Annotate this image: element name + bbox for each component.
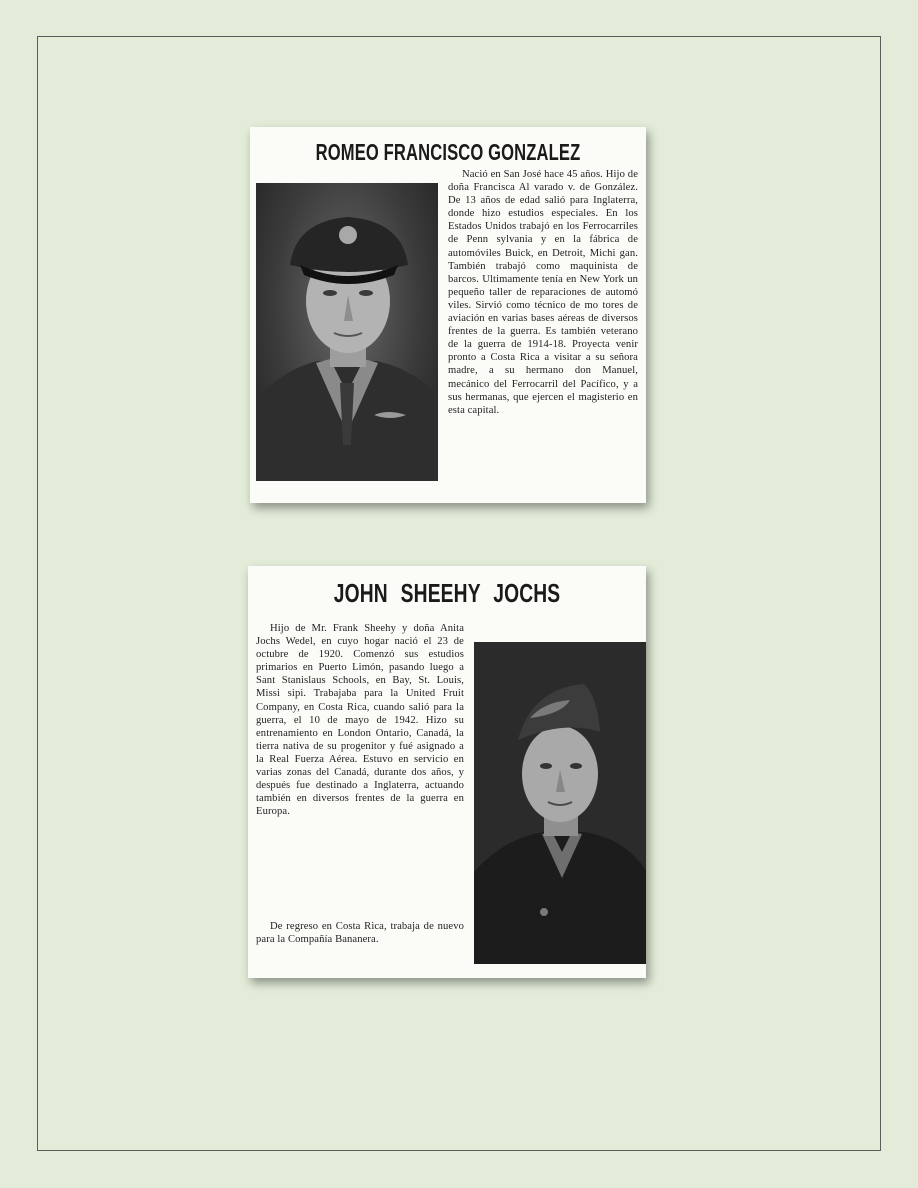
newspaper-clipping-gonzalez [250, 127, 646, 503]
clipping-body-text: Hijo de Mr. Frank Sheehy y doña Anita Jochs Wedel, en cuyo hogar nació el 23 de octubre de 1920. Comenzó sus estudios primarios en Puerto Limón, pasando luego a Sant Stanislaus Schools, en Bay, St. Louis, Missi sipi. Trabajaba para la United Fruit Company, en Costa Rica, cuando salió para la guerra, el 10 de mayo de 1942. Hizo su entrenamiento en London Ontario, Canadá, la tierra nativa de su progenitor y fué asignado a la Real Fuerza Aérea. Estuvo en servicio en varias zonas del Canadá, durante dos años, y después fue destinado a Inglaterra, actuando también en diversos frentes de la guerra en Europa. [256, 623, 464, 818]
portrait-photo-uniform-cap [256, 183, 438, 481]
clipping-body-text: Nació en San José hace 45 años. Hijo de doña Francisca Al varado v. de González. De 13 años de edad salió para Inglaterra, donde hizo estudios especiales. En los Estados Unidos trabajó en los Ferrocarriles de Penn sylvania y en la fábrica de automóviles Buick, en Detroit, Michi gan. También trabajó como maquinista de barcos. Ultimamente tenía en New York un pequeño taller de reparaciones de automó viles. Sirvió como técnico de mo tores de aviación en varias bases aéreas de diversos frentes de la guerra. Es también veterano de la guerra de 1914-18. Proyecta venir pronto a Costa Rica a visitar a su señora madre, a su hermano don Manuel, mecánico del Ferrocarril del Pacífico, y a sus hermanas, que ejercen el magisterio en esta capital. [448, 169, 638, 416]
portrait-photo-side-cap [474, 642, 646, 964]
portrait-illustration [256, 183, 438, 481]
newspaper-clipping-sheehy [248, 566, 646, 978]
portrait-illustration [474, 642, 646, 964]
clipping-headline: ROMEO FRANCISCO GONZALEZ [315, 139, 581, 165]
clipping-body-text-closing: De regreso en Costa Rica, trabaja de nuevo para la Compañía Bananera. [256, 921, 464, 946]
clipping-headline: JOHN SHEEHY JOCHS [333, 578, 561, 608]
